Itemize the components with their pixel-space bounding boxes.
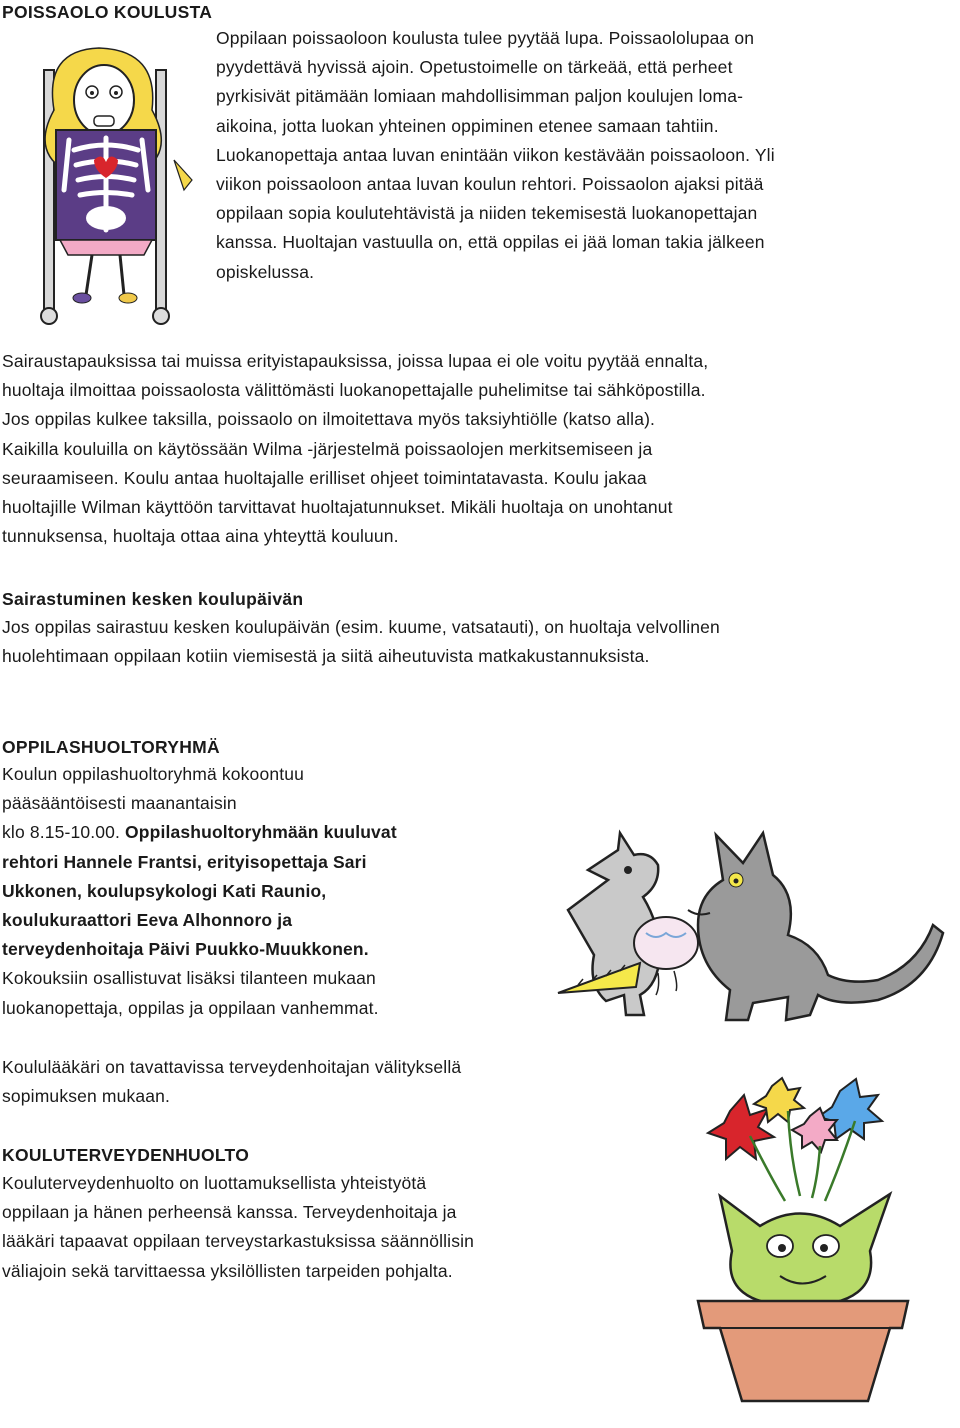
student-welfare-heading: OPPILASHUOLTORYHMÄ — [2, 737, 220, 757]
sick-at-school-paragraph: Jos oppilas sairastuu kesken koulupäivän (esim. kuume, vatsatauti), on huoltaja velvollinen huolehtimaan oppilaan kotiin viemisestä ja siitä aiheutuvista matkakustannuksista. — [2, 617, 720, 667]
sick-at-school-heading: Sairastuminen kesken koulupäivän — [2, 589, 304, 609]
mouse-and-cat-illustration — [548, 815, 953, 1030]
school-doctor-paragraph: Koululääkäri on tavattavissa terveydenhoitajan välityksellä sopimuksen mukaan. — [2, 1057, 462, 1107]
illness-paragraph: Sairaustapauksissa tai muissa erityistapauksissa, joissa lupaa ei ole voitu pyytää ennalta, huoltaja ilmoittaa poissaolosta välittömästi luokanopettajalle puhelimitse tai sähköpostilla. Jos oppilas kulkee taksilla, poissaolo on ilmoitettava myös taksiyhtiölle (katso alla). Kaikilla kouluilla on käytössään Wilma -järjestelmä poissaolojen merkitsemiseen ja seuraamiseen. Koulu antaa huoltajalle erilliset ohjeet toimintatavasta. Koulu jakaa huoltajille Wilman käyttöön tarvittavat huoltajatunnukset. Mikäli huoltaja on unohtanut tunnuksensa, huoltaja ottaa aina yhteyttä kouluun. — [2, 351, 709, 547]
creature-in-flower-pot-illustration — [690, 1076, 920, 1406]
xray-girl-illustration — [24, 40, 200, 330]
student-welfare-paragraph: Koulun oppilashuoltoryhmä kokoontuu pääsääntöisesti maanantaisin klo 8.15-10.00. Oppilashuoltoryhmään kuuluvat rehtori Hannele Frantsi, erityisopettaja Sari Ukkonen, koulupsykologi Kati Raunio, koulukuraattori Eeva Alhonnoro ja terveydenhoitaja Päivi Puukko-Muukkonen. Kokouksiin osallistuvat lisäksi tilanteen mukaan luokanopettaja, oppilas ja oppilaan vanhemmat. — [2, 764, 397, 1018]
health-care-paragraph: Kouluterveydenhuolto on luottamuksellista yhteistyötä oppilaan ja hänen perheensä kanssa. Terveydenhoitaja ja lääkäri tapaavat oppilaan terveystarkastuksissa säännöllisin väliajoin sekä tarvittaessa yksilöllisten tarpeiden pohjalta. — [2, 1173, 475, 1281]
health-care-heading: KOULUTERVEYDENHUOLTO — [2, 1145, 250, 1165]
absence-heading: POISSAOLO KOULUSTA — [2, 2, 213, 22]
absence-paragraph: Oppilaan poissaoloon koulusta tulee pyytää lupa. Poissaololupaa on pyydettävä hyvissä ajoin. Opetustoimelle on tärkeää, että perheet pyrkisivät pitämään lomiaan mahdollisimman paljon koulujen loma- aikoina, jotta luokan yhteinen oppiminen etenee samaan tahtiin. Luokanopettaja antaa luvan enintään viikon kestävään poissaoloon. Yli viikon poissaoloon antaa luvan koulun rehtori. Poissaolon ajaksi pitää oppilaan sopia koulutehtävistä ja niiden tekemisestä luokanopettajan kanssa. Huoltajan vastuulla on, että oppilas ei jää loman takia jälkeen opiskelussa. — [216, 28, 775, 282]
